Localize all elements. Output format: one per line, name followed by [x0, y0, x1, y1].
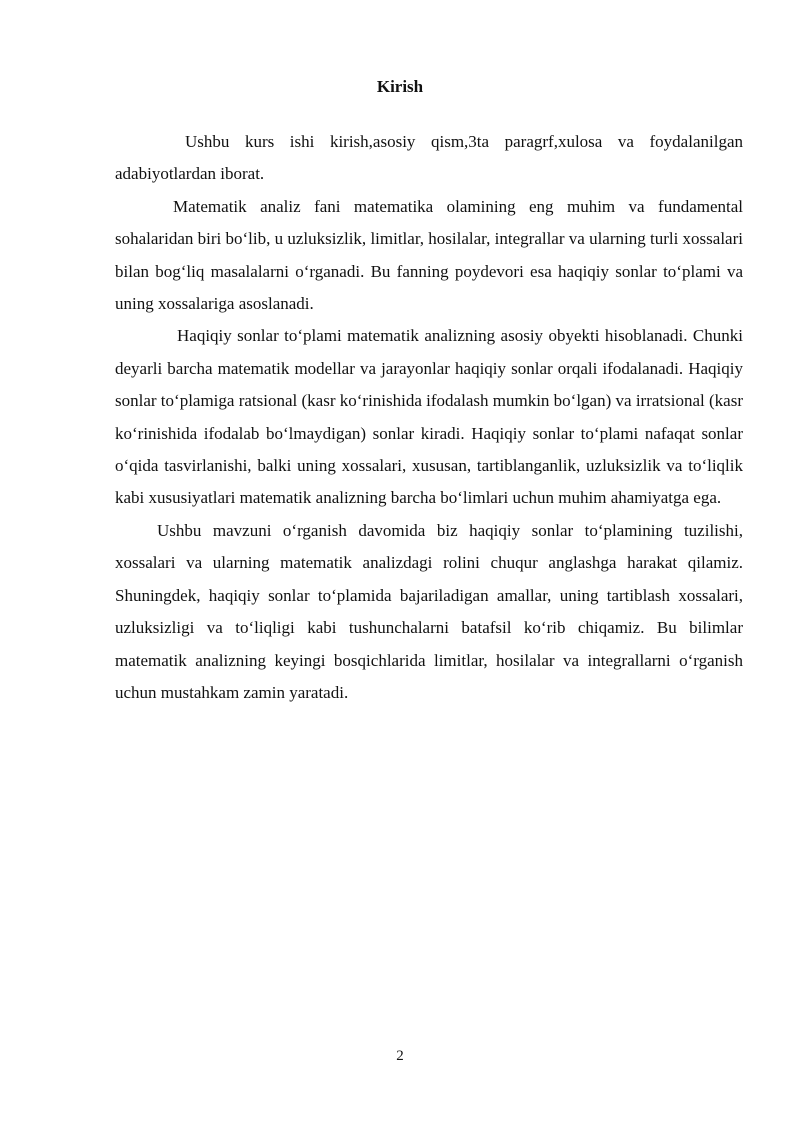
page-number: 2 [396, 1048, 404, 1064]
document-body [115, 126, 743, 709]
page-title: Kirish [376, 77, 424, 96]
paragraph-real-numbers-set: Haqiqiy sonlar to‘plami matematik analizning asosiy obyekti hisoblanadi. Chunki deyarli barcha matematik modellar va jarayonlar haqiqiy sonlar orqali ifodalanadi. Haqiqiy sonlar to‘plamiga ratsional (kasr ko‘rinishida ifodalash mumkin bo‘lgan) va irratsional (kasr ko‘rinishida ifodalab bo‘lmaydigan) sonlar kiradi. Haqiqiy sonlar to‘plami nafaqat sonlar o‘qida tasvirlanishi, balki uning xossalari, xususan, tartiblanganlik, uzluksizlik va to‘liqlik kabi xususiyatlari matematik analizning barcha bo‘limlari uchun muhim ahamiyatga ega. [115, 326, 743, 508]
paragraph-course-structure: Ushbu kurs ishi kirish,asosiy qism,3ta paragrf,xulosa va foydalanilgan adabiyotlardan iborat. [115, 132, 743, 184]
paragraph-study-goals: Ushbu mavzuni o‘rganish davomida biz haqiqiy sonlar to‘plamining tuzilishi, xossalari va ularning matematik analizdagi rolini chuqur anglashga harakat qilamiz. Shuningdek, haqiqiy sonlar to‘plamida bajariladigan amallar, uning tartiblash xossalari, uzluksizligi va to‘liqligi kabi tushunchalarni batafsil ko‘rib chiqamiz. Bu bilimlar matematik analizning keyingi bosqichlarida limitlar, hosilalar va integrallarni o‘rganish uchun mustahkam zamin yaratadi. [115, 520, 743, 702]
paragraph-math-analysis-intro: Matematik analiz fani matematika olamining eng muhim va fundamental sohalaridan biri bo‘lib, u uzluksizlik, limitlar, hosilalar, integrallar va ularning turli xossalari bilan bog‘liq masalalarni o‘rganadi. Bu fanning poydevori esa haqiqiy sonlar to‘plami va uning xossalariga asoslanadi. [115, 196, 743, 314]
